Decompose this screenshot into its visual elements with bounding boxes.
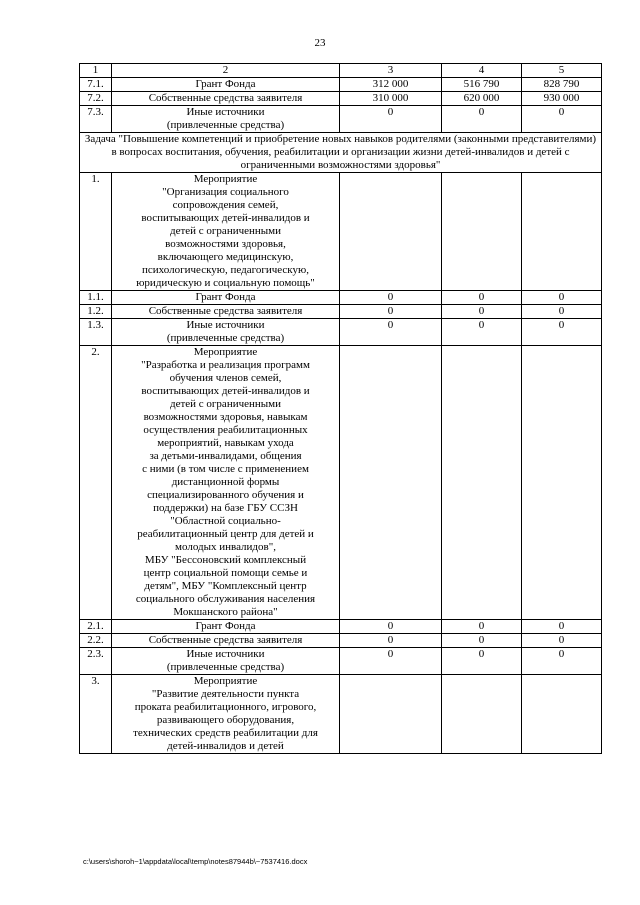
table-row [80,305,602,319]
table-row [80,106,602,133]
row-number: 1.1. [80,291,112,305]
row-value-4: 0 [442,106,522,133]
row-number: 1.2. [80,305,112,319]
table-row [80,620,602,634]
row-value-4: 620 000 [442,92,522,106]
row-name: Иные источники (привлеченные средства) [112,648,340,675]
event-number: 2. [80,346,112,620]
table-row [80,291,602,305]
event-number: 1. [80,173,112,291]
row-name: Грант Фонда [112,78,340,92]
row-value-5: 0 [522,319,602,346]
row-value-4: 516 790 [442,78,522,92]
row-value-3: 0 [340,291,442,305]
table-row [80,319,602,346]
row-value-3: 0 [340,648,442,675]
row-name: Собственные средства заявителя [112,634,340,648]
row-value-3: 310 000 [340,92,442,106]
event-empty-3 [340,173,442,291]
row-number: 7.1. [80,78,112,92]
row-number: 1.3. [80,319,112,346]
row-value-5: 0 [522,291,602,305]
event-empty-3 [340,346,442,620]
row-value-3: 312 000 [340,78,442,92]
row-value-4: 0 [442,319,522,346]
footer-file-path: c:\users\shoroh~1\appdata\local\temp\notes87944b\~7537416.docx [83,857,308,866]
budget-table [79,63,602,754]
row-value-4: 0 [442,291,522,305]
header-col-4: 4 [442,64,522,78]
row-value-5: 0 [522,648,602,675]
event-row [80,173,602,291]
row-number: 2.3. [80,648,112,675]
table-row [80,92,602,106]
event-row [80,675,602,754]
row-value-3: 0 [340,620,442,634]
task-description: Задача "Повышение компетенций и приобретение новых навыков родителями (законными представителями) в вопросах воспитания, обучения, реабилитации и организации жизни детей-инвалидов и детей с ограниченными возможностями здоровья" [80,133,602,173]
row-value-4: 0 [442,634,522,648]
event-empty-4 [442,173,522,291]
row-name: Грант Фонда [112,291,340,305]
row-value-5: 930 000 [522,92,602,106]
event-empty-4 [442,346,522,620]
row-value-5: 0 [522,620,602,634]
row-number: 2.1. [80,620,112,634]
row-value-3: 0 [340,106,442,133]
header-col-2: 2 [112,64,340,78]
row-value-5: 0 [522,305,602,319]
table-header-row [80,64,602,78]
event-name: Мероприятие "Разработка и реализация программ обучения членов семей, воспитывающих детей-инвалидов и детей с ограниченными возможностями здоровья, навыкам осуществления реабилитационных мероприятий, навыкам ухода за детьми-инвалидами, общения с ними (в том числе с применением дистанционной формы специализированного обучения и поддержки) на базе ГБУ ССЗН "Областной социально- реабилитационный центр для детей и молодых инвалидов", МБУ "Бессоновский комплексный центр социальной помощи семье и детям", МБУ "Комплексный центр социального обслуживания населения Мокшанского района" [112,346,340,620]
task-row [80,133,602,173]
row-value-3: 0 [340,305,442,319]
row-name: Собственные средства заявителя [112,92,340,106]
table-row [80,634,602,648]
header-col-1: 1 [80,64,112,78]
event-empty-3 [340,675,442,754]
page-number: 23 [314,37,326,49]
row-number: 2.2. [80,634,112,648]
row-name: Грант Фонда [112,620,340,634]
row-number: 7.3. [80,106,112,133]
row-name: Собственные средства заявителя [112,305,340,319]
event-empty-4 [442,675,522,754]
event-empty-5 [522,346,602,620]
row-value-3: 0 [340,634,442,648]
row-value-5: 828 790 [522,78,602,92]
row-value-4: 0 [442,305,522,319]
event-empty-5 [522,173,602,291]
table-row [80,78,602,92]
header-col-3: 3 [340,64,442,78]
row-value-4: 0 [442,620,522,634]
row-value-5: 0 [522,634,602,648]
header-col-5: 5 [522,64,602,78]
row-value-5: 0 [522,106,602,133]
row-name: Иные источники (привлеченные средства) [112,106,340,133]
table-row [80,648,602,675]
event-name: Мероприятие "Организация социального сопровождения семей, воспитывающих детей-инвалидов и детей с ограниченными возможностями здоровья, включающего медицинскую, психологическую, педагогическую, юридическую и социальную помощь" [112,173,340,291]
row-number: 7.2. [80,92,112,106]
row-value-4: 0 [442,648,522,675]
event-empty-5 [522,675,602,754]
row-name: Иные источники (привлеченные средства) [112,319,340,346]
event-number: 3. [80,675,112,754]
row-value-3: 0 [340,319,442,346]
event-name: Мероприятие "Развитие деятельности пункта проката реабилитационного, игрового, развивающего оборудования, технических средств реабилитации для детей-инвалидов и детей [112,675,340,754]
event-row [80,346,602,620]
